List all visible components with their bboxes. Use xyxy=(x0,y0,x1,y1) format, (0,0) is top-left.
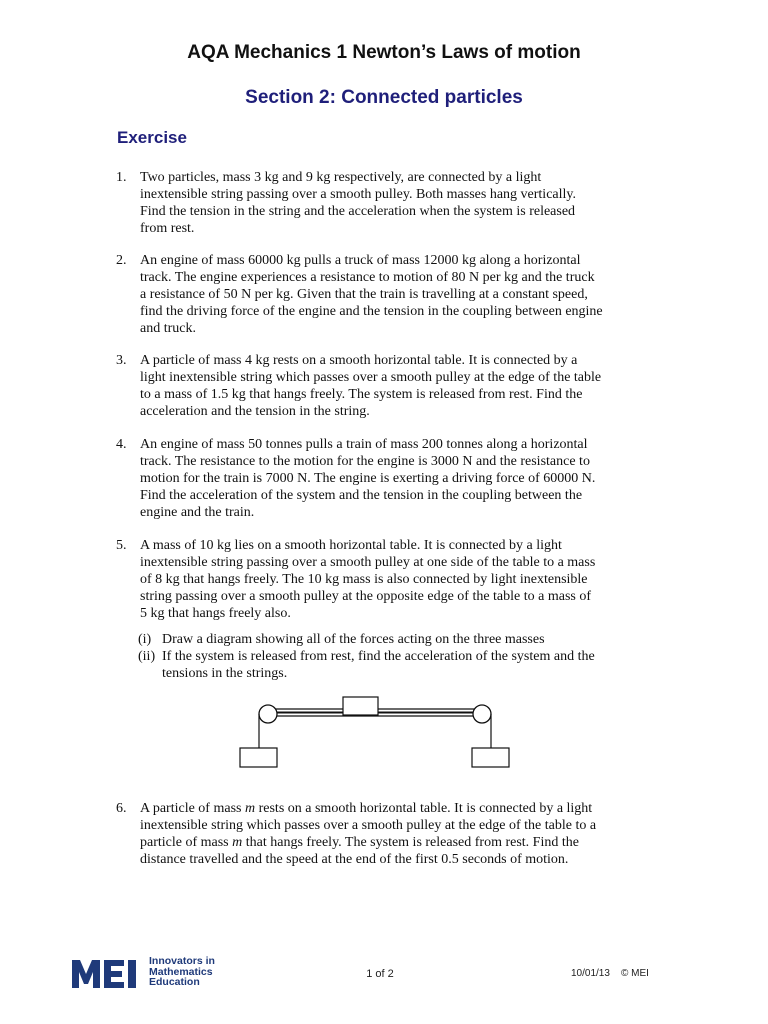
text-line: distance travelled and the speed at the end of the first 0.5 seconds of motion. xyxy=(140,852,569,867)
text-segment: that hangs freely. The system is released from rest. Find the xyxy=(242,835,579,850)
text-line xyxy=(140,834,656,851)
left-pulley xyxy=(259,705,277,723)
pulley-diagram xyxy=(230,692,520,772)
exercise-heading: Exercise xyxy=(117,128,187,147)
question-2 xyxy=(116,252,656,337)
logo-line: Education xyxy=(149,976,200,988)
text-line: string passing over a smooth pulley at the opposite edge of the table to a mass of xyxy=(140,589,592,604)
mei-logo xyxy=(72,956,232,990)
text-line: Find the tension in the string and the acceleration when the system is released xyxy=(140,204,576,219)
mei-logo-mark xyxy=(72,958,144,988)
text-segment: A particle of mass xyxy=(140,801,245,816)
text-line: tensions in the strings. xyxy=(162,666,288,681)
question-text xyxy=(140,169,656,237)
text-segment: rests on a smooth horizontal table. It is connected by a light xyxy=(255,801,593,816)
text-line: Two particles, mass 3 kg and 9 kg respectively, are connected by a light xyxy=(140,170,542,185)
question-number: 1. xyxy=(116,170,127,185)
text-line: inextensible string passing over a smooth pulley. Both masses hang vertically. xyxy=(140,187,576,202)
text-line: A particle of mass 4 kg rests on a smooth horizontal table. It is connected by a xyxy=(140,353,578,368)
question-number: 2. xyxy=(116,253,127,268)
text-line: a resistance of 50 N per kg. Given that the train is travelling at a constant speed, xyxy=(140,287,588,302)
text-line xyxy=(140,800,656,817)
text-line: An engine of mass 60000 kg pulls a truck of mass 12000 kg along a horizontal xyxy=(140,253,581,268)
text-line: Draw a diagram showing all of the forces acting on the three masses xyxy=(162,632,545,647)
text-segment: particle of mass xyxy=(140,835,233,850)
text-line: find the driving force of the engine and the tension in the coupling between engine xyxy=(140,304,603,319)
variable-m: m xyxy=(244,801,256,816)
mei-logo-text xyxy=(149,956,215,988)
question-3 xyxy=(116,352,656,420)
text-line: track. The engine experiences a resistance to motion of 80 N per kg and the truck xyxy=(140,270,595,285)
document-title: AQA Mechanics 1 Newton’s Laws of motion xyxy=(187,42,581,63)
left-hanging-mass xyxy=(240,748,277,767)
text-line: of 8 kg that hangs freely. The 10 kg mass is also connected by light inextensible xyxy=(140,572,588,587)
question-6 xyxy=(116,800,656,868)
footer-date: 10/01/13 xyxy=(571,968,610,979)
variable-m: m xyxy=(232,835,243,850)
section-title: Section 2: Connected particles xyxy=(245,87,523,108)
page-number: 1 of 2 xyxy=(366,968,394,980)
text-line: A mass of 10 kg lies on a smooth horizontal table. It is connected by a light xyxy=(140,538,562,553)
text-line: inextensible string passing over a smooth pulley at one side of the table to a mass xyxy=(140,555,596,570)
question-text xyxy=(140,436,656,521)
right-pulley xyxy=(473,705,491,723)
question-number: 5. xyxy=(116,538,127,553)
question-text xyxy=(140,252,656,337)
logo-line: Innovators in xyxy=(149,955,215,967)
footer-copyright: © MEI xyxy=(621,968,649,979)
text-line: and truck. xyxy=(140,321,196,336)
question-text xyxy=(140,352,656,420)
question-number: 4. xyxy=(116,437,127,452)
text-line: inextensible string which passes over a smooth pulley at the edge of the table to a xyxy=(140,818,597,833)
subpart-label: (ii) xyxy=(138,649,156,664)
subpart-label: (i) xyxy=(138,632,152,647)
mass-on-table xyxy=(343,697,378,715)
text-line: If the system is released from rest, find the acceleration of the system and the xyxy=(162,649,595,664)
subpart-text xyxy=(162,631,658,648)
text-line: An engine of mass 50 tonnes pulls a train of mass 200 tonnes along a horizontal xyxy=(140,437,588,452)
question-5-part-ii xyxy=(138,648,658,682)
logo-line: Mathematics xyxy=(149,965,213,978)
text-line: motion for the train is 7000 N. The engine is exerting a driving force of 60000 N. xyxy=(140,471,596,486)
subpart-text xyxy=(162,648,658,682)
text-line: to a mass of 1.5 kg that hangs freely. The system is released from rest. Find the xyxy=(140,387,583,402)
text-line: engine and the train. xyxy=(140,505,255,520)
text-line: from rest. xyxy=(140,221,195,236)
question-number: 6. xyxy=(116,801,127,816)
text-line: track. The resistance to the motion for the engine is 3000 N and the resistance to xyxy=(140,454,590,469)
text-line: Find the acceleration of the system and the tension in the coupling between the xyxy=(140,488,583,503)
question-5-part-i xyxy=(138,631,658,648)
question-text xyxy=(140,800,656,868)
right-hanging-mass xyxy=(472,748,509,767)
question-text xyxy=(140,537,656,622)
text-line: 5 kg that hangs freely also. xyxy=(140,606,291,621)
question-1 xyxy=(116,169,656,237)
question-5 xyxy=(116,537,656,622)
text-line: acceleration and the tension in the string. xyxy=(140,404,370,419)
text-line: light inextensible string which passes over a smooth pulley at the edge of the table xyxy=(140,370,602,385)
question-4 xyxy=(116,436,656,521)
question-number: 3. xyxy=(116,353,127,368)
